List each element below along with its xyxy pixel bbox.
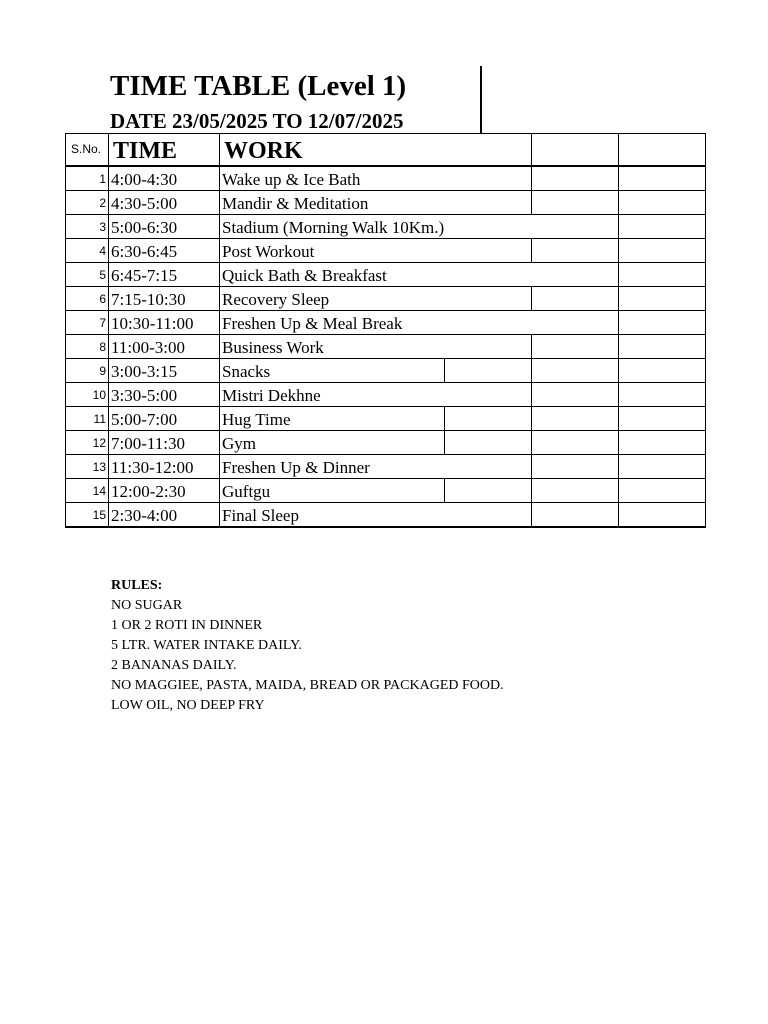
table-row (66, 479, 706, 503)
empty-cell (444, 239, 531, 263)
empty-cell (444, 263, 531, 287)
table-row (66, 407, 706, 431)
row-work: Wake up & Ice Bath (220, 166, 445, 191)
empty-cell (618, 479, 705, 503)
empty-cell (618, 134, 705, 167)
row-time: 4:30-5:00 (109, 191, 220, 215)
empty-cell (618, 166, 705, 191)
empty-cell (444, 166, 531, 191)
table-row (66, 287, 706, 311)
row-sno: 14 (66, 479, 109, 503)
rule-item: 5 LTR. WATER INTAKE DAILY. (111, 638, 302, 653)
row-work: Quick Bath & Breakfast (220, 263, 445, 287)
empty-cell (444, 335, 531, 359)
row-time: 6:30-6:45 (109, 239, 220, 263)
empty-cell (618, 191, 705, 215)
row-work: Freshen Up & Meal Break (220, 311, 445, 335)
row-sno: 10 (66, 383, 109, 407)
row-work: Freshen Up & Dinner (220, 455, 445, 479)
row-sno: 11 (66, 407, 109, 431)
empty-cell (444, 407, 531, 431)
empty-cell (531, 407, 618, 431)
row-sno: 15 (66, 503, 109, 528)
empty-cell (618, 359, 705, 383)
row-work: Final Sleep (220, 503, 445, 528)
row-sno: 4 (66, 239, 109, 263)
page-title: TIME TABLE (Level 1) (110, 70, 407, 102)
empty-cell (618, 407, 705, 431)
empty-cell (531, 479, 618, 503)
row-work: Mandir & Meditation (220, 191, 445, 215)
header-work: WORK (220, 134, 445, 167)
header-sno: S.No. (66, 134, 109, 167)
empty-cell (444, 383, 531, 407)
row-work: Business Work (220, 335, 445, 359)
empty-cell (531, 455, 618, 479)
rule-item: NO MAGGIEE, PASTA, MAIDA, BREAD OR PACKAGED FOOD. (111, 678, 504, 693)
table-header-row (66, 134, 706, 167)
row-time: 6:45-7:15 (109, 263, 220, 287)
rule-item: 1 OR 2 ROTI IN DINNER (111, 618, 263, 633)
row-work: Mistri Dekhne (220, 383, 445, 407)
empty-cell (531, 359, 618, 383)
empty-cell (618, 311, 705, 335)
table-row (66, 239, 706, 263)
empty-cell (618, 263, 705, 287)
empty-cell (618, 455, 705, 479)
row-time: 3:00-3:15 (109, 359, 220, 383)
column-divider (480, 66, 482, 134)
row-sno: 2 (66, 191, 109, 215)
row-sno: 1 (66, 166, 109, 191)
empty-cell (444, 287, 531, 311)
empty-cell (618, 431, 705, 455)
empty-cell (444, 215, 531, 239)
rules-title: RULES: (111, 578, 163, 593)
rule-item: 2 BANANAS DAILY. (111, 658, 237, 673)
row-time: 12:00-2:30 (109, 479, 220, 503)
table-row (66, 311, 706, 335)
row-time: 10:30-11:00 (109, 311, 220, 335)
date-range: DATE 23/05/2025 TO 12/07/2025 (110, 109, 404, 133)
table-row (66, 503, 706, 528)
rule-item: NO SUGAR (111, 598, 183, 613)
empty-cell (531, 134, 618, 167)
row-work: Guftgu (220, 479, 445, 503)
table-row (66, 191, 706, 215)
empty-cell (444, 431, 531, 455)
table-row (66, 215, 706, 239)
row-sno: 9 (66, 359, 109, 383)
timetable (65, 133, 706, 528)
row-sno: 8 (66, 335, 109, 359)
table-row (66, 359, 706, 383)
empty-cell (531, 191, 618, 215)
empty-cell (444, 134, 531, 167)
empty-cell (444, 311, 531, 335)
empty-cell (531, 383, 618, 407)
empty-cell (444, 503, 531, 528)
empty-cell (618, 503, 705, 528)
row-sno: 13 (66, 455, 109, 479)
empty-cell (531, 287, 618, 311)
table-row (66, 335, 706, 359)
row-time: 7:00-11:30 (109, 431, 220, 455)
empty-cell (618, 383, 705, 407)
row-time: 2:30-4:00 (109, 503, 220, 528)
header-time: TIME (109, 134, 220, 167)
empty-cell (444, 191, 531, 215)
empty-cell (531, 239, 618, 263)
table-row (66, 455, 706, 479)
row-work: Post Workout (220, 239, 445, 263)
empty-cell (531, 431, 618, 455)
empty-cell (618, 239, 705, 263)
row-time: 4:00-4:30 (109, 166, 220, 191)
row-time: 5:00-7:00 (109, 407, 220, 431)
empty-cell (618, 215, 705, 239)
row-sno: 3 (66, 215, 109, 239)
empty-cell (618, 287, 705, 311)
row-time: 11:30-12:00 (109, 455, 220, 479)
row-time: 5:00-6:30 (109, 215, 220, 239)
row-work: Snacks (220, 359, 445, 383)
rules-list (111, 596, 504, 716)
table-row (66, 263, 706, 287)
row-work: Stadium (Morning Walk 10Km.) (220, 215, 445, 239)
row-work: Recovery Sleep (220, 287, 445, 311)
row-time: 3:30-5:00 (109, 383, 220, 407)
row-work: Hug Time (220, 407, 445, 431)
empty-cell (444, 359, 531, 383)
empty-cell (531, 335, 618, 359)
rules-section (111, 576, 504, 716)
row-time: 11:00-3:00 (109, 335, 220, 359)
row-time: 7:15-10:30 (109, 287, 220, 311)
empty-cell (444, 479, 531, 503)
empty-cell (531, 503, 618, 528)
row-sno: 7 (66, 311, 109, 335)
row-sno: 6 (66, 287, 109, 311)
empty-cell (531, 263, 618, 287)
row-sno: 5 (66, 263, 109, 287)
table-row (66, 166, 706, 191)
row-work: Gym (220, 431, 445, 455)
empty-cell (531, 166, 618, 191)
rule-item: LOW OIL, NO DEEP FRY (111, 698, 265, 713)
empty-cell (531, 311, 618, 335)
table-row (66, 431, 706, 455)
table-row (66, 383, 706, 407)
empty-cell (618, 335, 705, 359)
empty-cell (531, 215, 618, 239)
row-sno: 12 (66, 431, 109, 455)
empty-cell (444, 455, 531, 479)
